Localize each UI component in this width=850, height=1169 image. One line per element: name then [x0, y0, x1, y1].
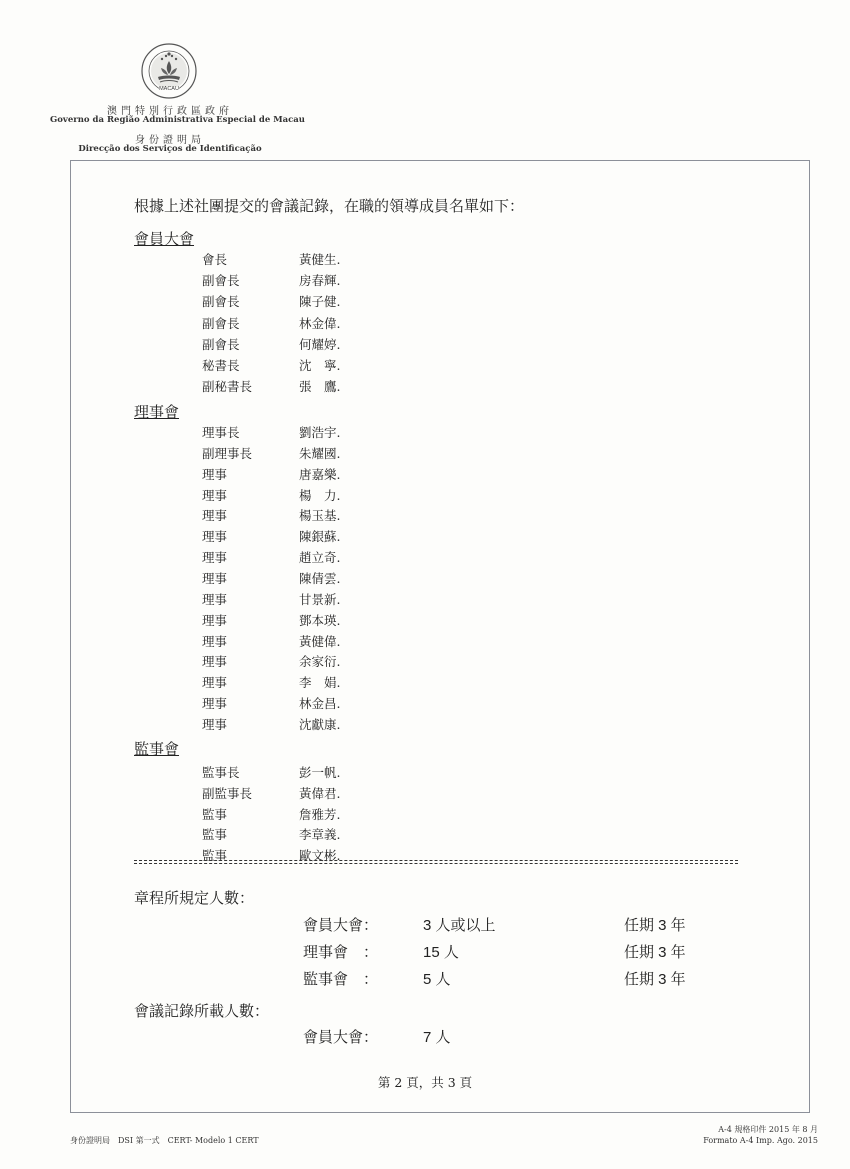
member-name: 李 娟.	[299, 675, 341, 691]
quota-body: 會員大會：	[303, 917, 379, 934]
member-name: 陳倩雲.	[299, 570, 341, 586]
member-title: 副會長	[202, 336, 240, 352]
member-title: 理事	[202, 570, 228, 586]
member-name: 楊 力.	[299, 487, 341, 503]
footer-print-info	[640, 1124, 818, 1146]
member-name: 沈獻康.	[299, 716, 341, 732]
member-title: 理事	[202, 591, 228, 607]
minutes-quota-heading: 會議記錄所載人數：	[134, 1003, 270, 1020]
member-title: 會長	[202, 252, 228, 267]
member-name: 林金昌.	[299, 696, 341, 712]
member-name: 張 鷹.	[299, 379, 341, 395]
section-heading-general-assembly: 會員大會	[134, 230, 195, 248]
member-name: 李章義.	[299, 827, 341, 843]
member-title: 監事	[202, 806, 228, 822]
quota-count: 7 人	[423, 1029, 451, 1046]
quota-count: 15 人	[423, 944, 459, 961]
government-name-pt: Governo da Região Administrativa Especial de Macau	[50, 115, 305, 125]
member-name: 黃偉君.	[299, 785, 341, 801]
member-title: 理事	[202, 487, 228, 503]
member-name: 歐文彬.	[299, 848, 341, 864]
section-heading-board: 理事會	[134, 403, 180, 421]
section-heading-supervisory: 監事會	[134, 740, 180, 758]
statute-quota-heading: 章程所規定人數：	[134, 890, 255, 907]
member-title: 理事	[202, 612, 228, 628]
member-title: 理事	[202, 716, 228, 732]
member-title: 理事	[202, 675, 228, 691]
member-title: 理事長	[202, 425, 240, 440]
member-title: 理事	[202, 696, 228, 712]
member-name: 黃健生.	[299, 252, 341, 267]
intro-text: 根據上述社團提交的會議記錄，在職的領導成員名單如下：	[134, 197, 525, 215]
member-title: 副會長	[202, 315, 240, 331]
member-title: 監事長	[202, 765, 240, 780]
member-name: 趙立奇.	[299, 550, 341, 566]
member-name: 唐嘉樂.	[299, 466, 341, 482]
emblem-label: MACAU	[159, 86, 179, 92]
member-name: 何耀婷.	[299, 336, 341, 352]
department-name-pt: Direcção dos Serviços de Identificação	[78, 144, 262, 154]
member-title: 副會長	[202, 273, 240, 289]
member-name: 陳銀蘇.	[299, 529, 341, 545]
member-name: 詹雅芳.	[299, 806, 341, 822]
member-title: 理事	[202, 550, 228, 566]
member-title: 副秘書長	[202, 379, 253, 395]
quota-body: 理事會 ：	[303, 944, 379, 961]
member-name: 房春輝.	[299, 273, 341, 289]
member-title: 理事	[202, 529, 228, 545]
quota-body: 會員大會：	[303, 1029, 379, 1046]
member-name: 彭一帆.	[299, 765, 341, 780]
member-name: 陳子健.	[299, 294, 341, 310]
government-name-zh: 澳門特別行政區政府	[107, 106, 233, 117]
member-name: 劉浩宇.	[299, 425, 341, 440]
member-title: 理事	[202, 654, 228, 670]
member-name: 鄧本瑛.	[299, 612, 341, 628]
member-title: 副會長	[202, 294, 240, 310]
footer-form-code: 身份證明局 DSI 第一式 CERT- Modelo 1 CERT	[70, 1136, 259, 1145]
quota-body: 監事會 ：	[303, 971, 379, 988]
member-title: 理事	[202, 633, 228, 649]
quota-count: 5 人	[423, 971, 451, 988]
quota-term: 任期 3 年	[624, 944, 686, 961]
member-title: 副理事長	[202, 445, 253, 461]
quota-term: 任期 3 年	[624, 971, 686, 988]
member-name: 黃健偉.	[299, 633, 341, 649]
member-name: 余家衍.	[299, 654, 341, 670]
member-title: 理事	[202, 466, 228, 482]
member-name: 甘景新.	[299, 591, 341, 607]
member-name: 沈 寧.	[299, 358, 341, 373]
footer-print-info-pt: Formato A-4 Imp. Ago. 2015	[703, 1136, 818, 1145]
member-title: 監事	[202, 848, 228, 864]
member-title: 監事	[202, 827, 228, 843]
footer-print-info-zh: A-4 規格印件 2015 年 8 月	[718, 1125, 818, 1134]
quota-count: 3 人或以上	[423, 917, 496, 934]
macau-emblem-icon	[141, 43, 197, 99]
member-name: 朱耀國.	[299, 445, 341, 461]
member-name: 楊玉基.	[299, 508, 341, 524]
page-number: 第 2 頁，共 3 頁	[377, 1075, 473, 1090]
member-title: 秘書長	[202, 358, 240, 373]
department-name-zh: 身份證明局	[135, 135, 205, 146]
quota-term: 任期 3 年	[624, 917, 686, 934]
member-title: 副監事長	[202, 785, 253, 801]
member-name: 林金偉.	[299, 315, 341, 331]
member-title: 理事	[202, 508, 228, 524]
separator-line	[134, 860, 738, 864]
